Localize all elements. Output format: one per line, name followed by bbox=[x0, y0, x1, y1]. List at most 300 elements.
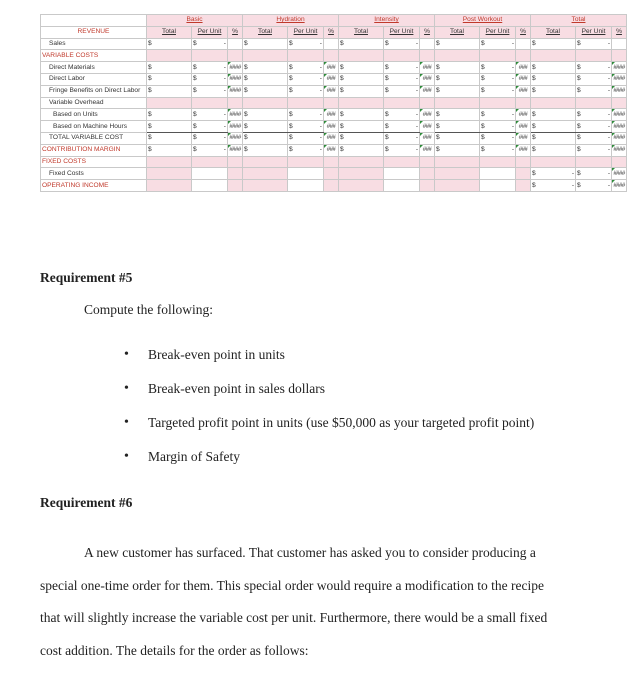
column-header bbox=[516, 26, 531, 38]
list-item: • Break-even point in sales dollars bbox=[124, 381, 325, 396]
currency-symbol: $ bbox=[481, 39, 485, 47]
total-cell bbox=[147, 73, 192, 85]
total-cell bbox=[339, 62, 384, 74]
empty-cell bbox=[243, 168, 288, 180]
per-unit-cell bbox=[384, 73, 420, 85]
empty-cell bbox=[480, 50, 516, 62]
percent-cell bbox=[228, 38, 243, 50]
table-row bbox=[41, 180, 627, 192]
percent-cell: #### bbox=[612, 109, 627, 121]
per-unit-cell bbox=[192, 73, 228, 85]
per-unit-cell bbox=[384, 121, 420, 133]
empty-cell bbox=[339, 168, 384, 180]
row-label: Direct Materials bbox=[41, 62, 147, 74]
per-unit-cell bbox=[288, 73, 324, 85]
group-header bbox=[435, 15, 531, 27]
empty-cell bbox=[531, 50, 576, 62]
empty-cell bbox=[288, 156, 324, 168]
per-unit-cell bbox=[384, 144, 420, 156]
table-row bbox=[41, 38, 627, 50]
currency-symbol: $ bbox=[340, 146, 344, 154]
currency-symbol: $ bbox=[532, 39, 536, 47]
column-header bbox=[420, 26, 435, 38]
empty-cell bbox=[324, 156, 339, 168]
empty-cell bbox=[384, 156, 420, 168]
empty-cell bbox=[576, 50, 612, 62]
row-label: OPERATING INCOME bbox=[41, 180, 147, 192]
empty-cell bbox=[324, 180, 339, 192]
percent-cell bbox=[612, 38, 627, 50]
empty-cell bbox=[576, 156, 612, 168]
total-cell bbox=[531, 121, 576, 133]
percent-cell: ### bbox=[420, 73, 435, 85]
column-header bbox=[147, 26, 192, 38]
per-unit-cell bbox=[192, 62, 228, 74]
column-header bbox=[480, 26, 516, 38]
currency-symbol: $ bbox=[577, 110, 581, 118]
currency-symbol: $ bbox=[481, 134, 485, 142]
total-cell bbox=[243, 144, 288, 156]
cell-value: - bbox=[607, 181, 611, 189]
total-cell bbox=[531, 109, 576, 121]
percent-cell: ### bbox=[324, 121, 339, 133]
percent-cell: ### bbox=[516, 109, 531, 121]
row-label: FIXED COSTS bbox=[41, 156, 147, 168]
cell-value: - bbox=[571, 181, 575, 189]
cell-value: - bbox=[415, 75, 419, 83]
per-unit-cell bbox=[288, 144, 324, 156]
cell-value: - bbox=[511, 134, 515, 142]
total-cell bbox=[435, 85, 480, 97]
total-cell bbox=[147, 132, 192, 144]
per-unit-cell bbox=[384, 85, 420, 97]
per-unit-cell bbox=[192, 121, 228, 133]
per-unit-cell bbox=[576, 62, 612, 74]
table-row bbox=[41, 156, 627, 168]
currency-symbol: $ bbox=[340, 122, 344, 130]
total-cell bbox=[435, 109, 480, 121]
currency-symbol: $ bbox=[193, 63, 197, 71]
empty-cell bbox=[516, 180, 531, 192]
cell-value: - bbox=[607, 169, 611, 177]
total-cell bbox=[339, 85, 384, 97]
cell-value: - bbox=[511, 63, 515, 71]
per-unit-cell bbox=[480, 132, 516, 144]
bullet-icon: • bbox=[124, 449, 129, 464]
empty-cell bbox=[612, 50, 627, 62]
table-row bbox=[41, 50, 627, 62]
per-unit-cell bbox=[288, 121, 324, 133]
currency-symbol: $ bbox=[193, 110, 197, 118]
empty-cell bbox=[612, 156, 627, 168]
cell-value: - bbox=[607, 110, 611, 118]
empty-cell bbox=[147, 97, 192, 109]
per-unit-cell bbox=[480, 38, 516, 50]
cell-value: - bbox=[319, 39, 322, 47]
per-unit-cell bbox=[576, 73, 612, 85]
currency-symbol: $ bbox=[385, 122, 389, 130]
table-row bbox=[41, 168, 627, 180]
empty-cell bbox=[420, 168, 435, 180]
currency-symbol: $ bbox=[244, 134, 248, 142]
percent-cell: ### bbox=[516, 121, 531, 133]
per-unit-cell bbox=[480, 85, 516, 97]
column-header bbox=[228, 26, 243, 38]
currency-symbol: $ bbox=[385, 134, 389, 142]
currency-symbol: $ bbox=[289, 122, 293, 130]
table-row bbox=[41, 73, 627, 85]
percent-cell: ### bbox=[516, 132, 531, 144]
currency-symbol: $ bbox=[244, 110, 248, 118]
currency-symbol: $ bbox=[481, 75, 485, 83]
percent-cell: ### bbox=[324, 62, 339, 74]
empty-cell bbox=[516, 50, 531, 62]
column-header-label: Total bbox=[354, 28, 368, 36]
total-cell bbox=[531, 62, 576, 74]
column-header-label: Per Unit bbox=[293, 28, 318, 36]
cell-value: - bbox=[607, 134, 611, 142]
percent-cell: #### bbox=[612, 144, 627, 156]
percent-cell: ### bbox=[324, 132, 339, 144]
per-unit-cell bbox=[480, 73, 516, 85]
currency-symbol: $ bbox=[385, 87, 389, 95]
empty-cell bbox=[339, 50, 384, 62]
paragraph-line: cost addition. The details for the order as follows: bbox=[40, 642, 309, 658]
currency-symbol: $ bbox=[148, 39, 152, 47]
currency-symbol: $ bbox=[577, 134, 581, 142]
currency-symbol: $ bbox=[289, 39, 293, 47]
per-unit-cell bbox=[288, 132, 324, 144]
table-row bbox=[41, 121, 627, 133]
cell-value: - bbox=[319, 146, 322, 154]
total-cell bbox=[435, 144, 480, 156]
empty-cell bbox=[192, 156, 228, 168]
total-cell bbox=[243, 62, 288, 74]
currency-symbol: $ bbox=[340, 75, 344, 83]
currency-symbol: $ bbox=[385, 75, 389, 83]
per-unit-cell bbox=[192, 132, 228, 144]
cell-value: - bbox=[607, 122, 611, 130]
cell-value: - bbox=[223, 39, 226, 47]
cell-value: - bbox=[319, 110, 322, 118]
per-unit-cell bbox=[576, 180, 612, 192]
empty-cell bbox=[147, 180, 192, 192]
percent-cell: #### bbox=[612, 168, 627, 180]
cell-value: - bbox=[511, 87, 515, 95]
percent-cell: ### bbox=[324, 109, 339, 121]
currency-symbol: $ bbox=[385, 39, 389, 47]
per-unit-cell bbox=[384, 38, 420, 50]
column-header-label: Total bbox=[450, 28, 464, 36]
currency-symbol: $ bbox=[577, 75, 581, 83]
empty-cell bbox=[243, 156, 288, 168]
column-header-label: Per Unit bbox=[389, 28, 414, 36]
currency-symbol: $ bbox=[436, 122, 440, 130]
currency-symbol: $ bbox=[436, 134, 440, 142]
currency-symbol: $ bbox=[481, 87, 485, 95]
empty-cell bbox=[480, 156, 516, 168]
percent-cell: #### bbox=[228, 85, 243, 97]
percent-cell: ### bbox=[324, 73, 339, 85]
currency-symbol: $ bbox=[577, 181, 581, 189]
currency-symbol: $ bbox=[532, 75, 536, 83]
per-unit-cell bbox=[480, 121, 516, 133]
currency-symbol: $ bbox=[532, 110, 536, 118]
currency-symbol: $ bbox=[481, 122, 485, 130]
empty-cell bbox=[192, 97, 228, 109]
requirement-5-list bbox=[120, 346, 534, 482]
cell-value: - bbox=[319, 87, 322, 95]
percent-cell: ### bbox=[516, 85, 531, 97]
cell-value: - bbox=[415, 39, 419, 47]
empty-cell bbox=[288, 180, 324, 192]
per-unit-cell bbox=[576, 132, 612, 144]
total-cell bbox=[147, 109, 192, 121]
column-header-label: % bbox=[328, 28, 334, 36]
empty-cell bbox=[192, 168, 228, 180]
empty-cell bbox=[339, 156, 384, 168]
per-unit-cell bbox=[576, 109, 612, 121]
currency-symbol: $ bbox=[481, 146, 485, 154]
column-header bbox=[288, 26, 324, 38]
per-unit-cell bbox=[384, 132, 420, 144]
cell-value: - bbox=[223, 75, 226, 83]
percent-cell: #### bbox=[228, 121, 243, 133]
empty-cell bbox=[612, 97, 627, 109]
column-header bbox=[435, 26, 480, 38]
percent-cell: ### bbox=[420, 121, 435, 133]
currency-symbol: $ bbox=[577, 87, 581, 95]
cell-value: - bbox=[319, 134, 322, 142]
per-unit-cell bbox=[576, 168, 612, 180]
cell-value: - bbox=[607, 63, 611, 71]
currency-symbol: $ bbox=[532, 169, 536, 177]
per-unit-cell bbox=[192, 85, 228, 97]
empty-cell bbox=[480, 97, 516, 109]
currency-symbol: $ bbox=[244, 146, 248, 154]
currency-symbol: $ bbox=[244, 39, 248, 47]
per-unit-cell bbox=[192, 38, 228, 50]
total-cell bbox=[147, 62, 192, 74]
currency-symbol: $ bbox=[148, 122, 152, 130]
currency-symbol: $ bbox=[193, 146, 197, 154]
percent-cell: #### bbox=[612, 180, 627, 192]
row-label: Variable Overhead bbox=[41, 97, 147, 109]
row-label: VARIABLE COSTS bbox=[41, 50, 147, 62]
empty-cell bbox=[516, 168, 531, 180]
currency-symbol: $ bbox=[532, 146, 536, 154]
column-header bbox=[324, 26, 339, 38]
empty-cell bbox=[192, 180, 228, 192]
total-cell bbox=[531, 180, 576, 192]
currency-symbol: $ bbox=[436, 39, 440, 47]
currency-symbol: $ bbox=[289, 75, 293, 83]
percent-cell: ### bbox=[420, 109, 435, 121]
total-cell bbox=[531, 85, 576, 97]
table-row bbox=[41, 62, 627, 74]
currency-symbol: $ bbox=[577, 63, 581, 71]
currency-symbol: $ bbox=[577, 146, 581, 154]
per-unit-cell bbox=[288, 85, 324, 97]
empty-cell bbox=[339, 180, 384, 192]
currency-symbol: $ bbox=[193, 87, 197, 95]
total-cell bbox=[243, 121, 288, 133]
row-label: CONTRIBUTION MARGIN bbox=[41, 144, 147, 156]
cell-value: - bbox=[223, 146, 226, 154]
empty-cell bbox=[228, 156, 243, 168]
empty-cell bbox=[576, 97, 612, 109]
column-header-label: Total bbox=[546, 28, 560, 36]
empty-cell bbox=[435, 180, 480, 192]
per-unit-cell bbox=[192, 109, 228, 121]
total-cell bbox=[339, 144, 384, 156]
currency-symbol: $ bbox=[244, 122, 248, 130]
group-header bbox=[339, 15, 435, 27]
per-unit-cell bbox=[384, 62, 420, 74]
percent-cell: #### bbox=[612, 132, 627, 144]
empty-cell bbox=[228, 50, 243, 62]
currency-symbol: $ bbox=[577, 39, 581, 47]
percent-cell bbox=[420, 38, 435, 50]
currency-symbol: $ bbox=[481, 63, 485, 71]
column-header bbox=[384, 26, 420, 38]
empty-cell bbox=[384, 180, 420, 192]
currency-symbol: $ bbox=[385, 63, 389, 71]
cell-value: - bbox=[223, 110, 226, 118]
percent-cell: #### bbox=[612, 121, 627, 133]
per-unit-cell bbox=[288, 38, 324, 50]
cell-value: - bbox=[415, 146, 419, 154]
group-header bbox=[531, 15, 627, 27]
cell-value: - bbox=[319, 75, 322, 83]
table-row bbox=[41, 144, 627, 156]
total-cell bbox=[243, 109, 288, 121]
row-label: REVENUE bbox=[41, 26, 147, 38]
group-name: Basic bbox=[186, 16, 203, 24]
empty-cell bbox=[435, 168, 480, 180]
total-cell bbox=[435, 121, 480, 133]
group-name: Total bbox=[571, 16, 586, 24]
column-header bbox=[612, 26, 627, 38]
percent-cell: ### bbox=[324, 85, 339, 97]
currency-symbol: $ bbox=[289, 110, 293, 118]
column-header-label: % bbox=[232, 28, 238, 36]
total-cell bbox=[531, 38, 576, 50]
total-cell bbox=[147, 85, 192, 97]
currency-symbol: $ bbox=[481, 110, 485, 118]
total-cell bbox=[339, 121, 384, 133]
requirement-6-body bbox=[40, 537, 600, 667]
row-label: Fixed Costs bbox=[41, 168, 147, 180]
paragraph-line: special one-time order for them. This special order would require a modification to the recipe bbox=[40, 577, 544, 593]
total-cell bbox=[243, 73, 288, 85]
currency-symbol: $ bbox=[340, 134, 344, 142]
row-label: TOTAL VARIABLE COST bbox=[41, 132, 147, 144]
cell-value: - bbox=[223, 63, 226, 71]
currency-symbol: $ bbox=[148, 134, 152, 142]
percent-cell bbox=[324, 38, 339, 50]
total-cell bbox=[435, 62, 480, 74]
percent-cell: #### bbox=[228, 132, 243, 144]
percent-cell: #### bbox=[612, 62, 627, 74]
currency-symbol: $ bbox=[148, 87, 152, 95]
currency-symbol: $ bbox=[289, 146, 293, 154]
empty-cell bbox=[324, 50, 339, 62]
cell-value: - bbox=[415, 87, 419, 95]
empty-cell bbox=[147, 50, 192, 62]
total-cell bbox=[435, 38, 480, 50]
per-unit-cell bbox=[480, 109, 516, 121]
column-header bbox=[576, 26, 612, 38]
group-name: Hydration bbox=[276, 16, 305, 24]
empty-cell bbox=[243, 97, 288, 109]
currency-symbol: $ bbox=[385, 146, 389, 154]
column-header-label: Per Unit bbox=[197, 28, 222, 36]
currency-symbol: $ bbox=[148, 110, 152, 118]
percent-cell: ### bbox=[420, 85, 435, 97]
empty-cell bbox=[384, 97, 420, 109]
empty-cell bbox=[480, 168, 516, 180]
per-unit-cell bbox=[576, 121, 612, 133]
column-header-label: % bbox=[424, 28, 430, 36]
cell-value: - bbox=[415, 63, 419, 71]
per-unit-cell bbox=[576, 38, 612, 50]
currency-symbol: $ bbox=[244, 87, 248, 95]
currency-symbol: $ bbox=[577, 169, 581, 177]
currency-symbol: $ bbox=[193, 75, 197, 83]
currency-symbol: $ bbox=[532, 122, 536, 130]
paragraph-line: that will slightly increase the variable cost per unit. Furthermore, there would be a small fixed bbox=[40, 610, 548, 625]
table-row bbox=[41, 109, 627, 121]
percent-cell: ### bbox=[420, 132, 435, 144]
currency-symbol: $ bbox=[289, 63, 293, 71]
total-cell bbox=[339, 73, 384, 85]
group-name: Intensity bbox=[374, 16, 399, 24]
cell-value: - bbox=[511, 39, 515, 47]
total-cell bbox=[435, 132, 480, 144]
empty-cell bbox=[384, 50, 420, 62]
empty-cell bbox=[480, 180, 516, 192]
cell-value: - bbox=[223, 87, 226, 95]
cell-value: - bbox=[607, 39, 611, 47]
percent-cell: ### bbox=[324, 144, 339, 156]
per-unit-cell bbox=[384, 109, 420, 121]
percent-cell: #### bbox=[228, 73, 243, 85]
corner-cell bbox=[41, 15, 147, 27]
table-row bbox=[41, 97, 627, 109]
income-statement-sheet bbox=[40, 14, 627, 192]
percent-cell: #### bbox=[228, 62, 243, 74]
cell-value: - bbox=[607, 146, 611, 154]
list-item: • Targeted profit point in units (use $50,000 as your targeted profit point) bbox=[124, 415, 535, 430]
currency-symbol: $ bbox=[193, 134, 197, 142]
percent-cell: ### bbox=[516, 73, 531, 85]
empty-cell bbox=[288, 97, 324, 109]
empty-cell bbox=[420, 180, 435, 192]
cell-value: - bbox=[319, 63, 322, 71]
column-header-label: Total bbox=[162, 28, 176, 36]
total-cell bbox=[531, 73, 576, 85]
column-header-label: Total bbox=[258, 28, 272, 36]
cell-value: - bbox=[415, 134, 419, 142]
row-label: Fringe Benefits on Direct Labor bbox=[41, 85, 147, 97]
row-label: Based on Machine Hours bbox=[41, 121, 147, 133]
currency-symbol: $ bbox=[436, 63, 440, 71]
empty-cell bbox=[228, 97, 243, 109]
cell-value: - bbox=[415, 122, 419, 130]
currency-symbol: $ bbox=[148, 63, 152, 71]
empty-cell bbox=[288, 50, 324, 62]
